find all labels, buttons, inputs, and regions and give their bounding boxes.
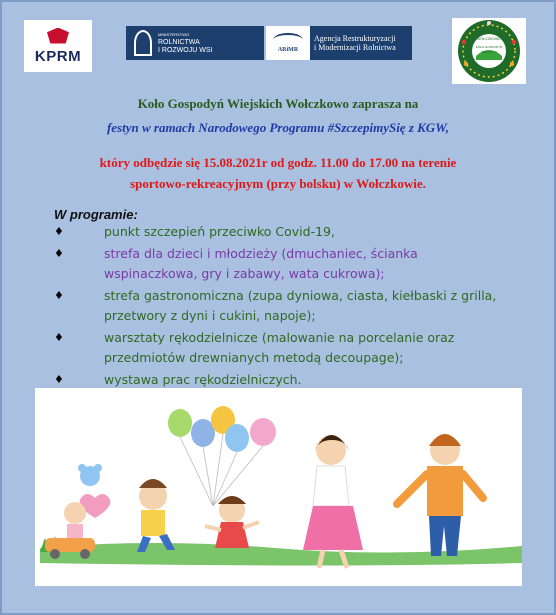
list-item	[54, 244, 514, 284]
list-item-text: strefa gastronomiczna (zupa dyniowa, ciasta, kiełbaski z grilla, przetwory z dyni i cukini, napoje);	[104, 288, 497, 323]
wheat-icon	[134, 30, 152, 56]
diamond-bullet-icon: ♦	[54, 289, 64, 302]
list-item	[54, 222, 514, 242]
program-title: W programie:	[54, 207, 138, 222]
kprm-logo	[24, 20, 92, 72]
eagle-icon	[47, 28, 69, 44]
kgw-bottom-text: WIEJSKICH	[480, 50, 498, 54]
diamond-bullet-icon: ♦	[54, 247, 64, 260]
diamond-bullet-icon: ♦	[54, 331, 64, 344]
list-item-text: warsztaty rękodzielnicze (malowanie na porcelanie oraz przedmiotów drewnianych metodą decoupage);	[104, 330, 455, 365]
kgw-top-text: WOŁCZKOWO	[476, 37, 502, 41]
ministry-small-label: MINISTERSTWO	[158, 32, 190, 37]
headline-organizer: Koło Gospodyń Wiejskich Wołczkowo zaprasza na	[137, 96, 419, 111]
headline-event: festyn w ramach Narodowego Programu #SzczepimySię z KGW,	[106, 120, 450, 135]
list-item-text: punkt szczepień przeciwko Covid-19,	[104, 224, 335, 239]
arimr-emblem	[266, 26, 310, 60]
list-item	[54, 370, 514, 390]
ministry-line2: I ROZWOJU WSI	[158, 47, 213, 54]
headline-date-place	[2, 152, 554, 194]
family-illustration	[35, 388, 522, 586]
arimr-logo	[266, 26, 412, 60]
program-list	[54, 222, 514, 392]
arimr-line2: i Modernizacji Rolnictwa	[314, 43, 396, 52]
arimr-name: ARiMR	[277, 47, 299, 53]
list-item-text: strefa dla dzieci i młodzieży (dmuchaniec, ścianka wspinaczkowa, gry i zabawy, wata cukrowa);	[104, 246, 418, 281]
list-item	[54, 328, 514, 368]
kgw-logo	[452, 18, 526, 84]
kgw-mid-text: KOŁO GOSPODYŃ	[475, 45, 503, 49]
diamond-bullet-icon: ♦	[54, 373, 64, 386]
ministry-logo-text	[158, 31, 212, 55]
list-item	[54, 286, 514, 326]
arc-icon	[273, 33, 303, 47]
kgw-emblem-icon	[452, 18, 526, 84]
family-walking-image	[35, 388, 522, 586]
arimr-line1: Agencja Restrukturyzacji	[314, 34, 396, 43]
diamond-bullet-icon: ♦	[54, 225, 64, 238]
headline-date-line: który odbędzie się 15.08.2021r od godz. 11.00 do 17.00 na terenie	[99, 155, 457, 170]
list-item-text: wystawa prac rękodzielniczych.	[104, 372, 302, 387]
headline-place-line: sportowo-rekreacyjnym (przy bolsku) w Wołczkowie.	[130, 176, 426, 191]
kprm-logo-text: KPRM	[34, 47, 82, 65]
arimr-logo-text	[310, 34, 396, 52]
ministry-logo	[126, 26, 264, 60]
ministry-line1: ROLNICTWA	[158, 39, 200, 46]
